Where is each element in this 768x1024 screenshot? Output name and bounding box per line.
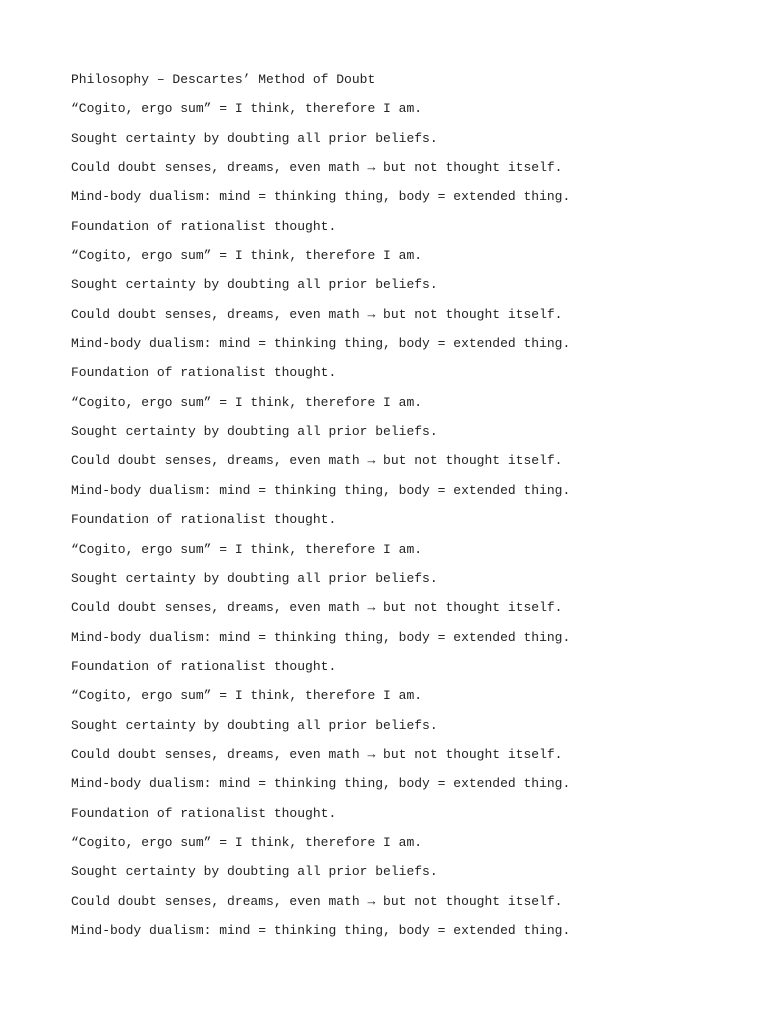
document-line: “Cogito, ergo sum” = I think, therefore I am. xyxy=(71,541,423,557)
document-line: Foundation of rationalist thought. xyxy=(71,658,337,674)
document-line: Mind-body dualism: mind = thinking thing, body = extended thing. xyxy=(71,629,571,645)
document-line: Could doubt senses, dreams, even math → but not thought itself. xyxy=(71,600,563,616)
document-line: Could doubt senses, dreams, even math → but not thought itself. xyxy=(71,453,563,469)
document-line: Mind-body dualism: mind = thinking thing, body = extended thing. xyxy=(71,482,571,498)
document-line: Sought certainty by doubting all prior beliefs. xyxy=(71,130,438,146)
document-line: Mind-body dualism: mind = thinking thing, body = extended thing. xyxy=(71,336,571,352)
document-title: Philosophy – Descartes’ Method of Doubt xyxy=(71,72,376,87)
document-line: Could doubt senses, dreams, even math → but not thought itself. xyxy=(71,160,563,176)
document-line: Sought certainty by doubting all prior beliefs. xyxy=(71,717,438,733)
document-line: Could doubt senses, dreams, even math → but not thought itself. xyxy=(71,306,563,322)
document-line: “Cogito, ergo sum” = I think, therefore I am. xyxy=(71,834,423,850)
document-line: Foundation of rationalist thought. xyxy=(71,805,337,821)
document-line: “Cogito, ergo sum” = I think, therefore I am. xyxy=(71,101,423,117)
document-line: Sought certainty by doubting all prior beliefs. xyxy=(71,570,438,586)
document-line: “Cogito, ergo sum” = I think, therefore I am. xyxy=(71,248,423,264)
document-line: Sought certainty by doubting all prior beliefs. xyxy=(71,864,438,880)
document-line: Mind-body dualism: mind = thinking thing, body = extended thing. xyxy=(71,776,571,792)
document-line: Could doubt senses, dreams, even math → but not thought itself. xyxy=(71,893,563,909)
document-line: Foundation of rationalist thought. xyxy=(71,365,337,381)
document-line: Could doubt senses, dreams, even math → but not thought itself. xyxy=(71,746,563,762)
document-line: Foundation of rationalist thought. xyxy=(71,512,337,528)
document-line: “Cogito, ergo sum” = I think, therefore I am. xyxy=(71,688,423,704)
document-line: Mind-body dualism: mind = thinking thing, body = extended thing. xyxy=(71,189,571,205)
document-line: “Cogito, ergo sum” = I think, therefore I am. xyxy=(71,394,423,410)
document-line: Foundation of rationalist thought. xyxy=(71,218,337,234)
document-body xyxy=(71,70,711,940)
document-line: Mind-body dualism: mind = thinking thing, body = extended thing. xyxy=(71,922,571,938)
document-line: Sought certainty by doubting all prior beliefs. xyxy=(71,277,438,293)
document-line: Sought certainty by doubting all prior beliefs. xyxy=(71,424,438,440)
